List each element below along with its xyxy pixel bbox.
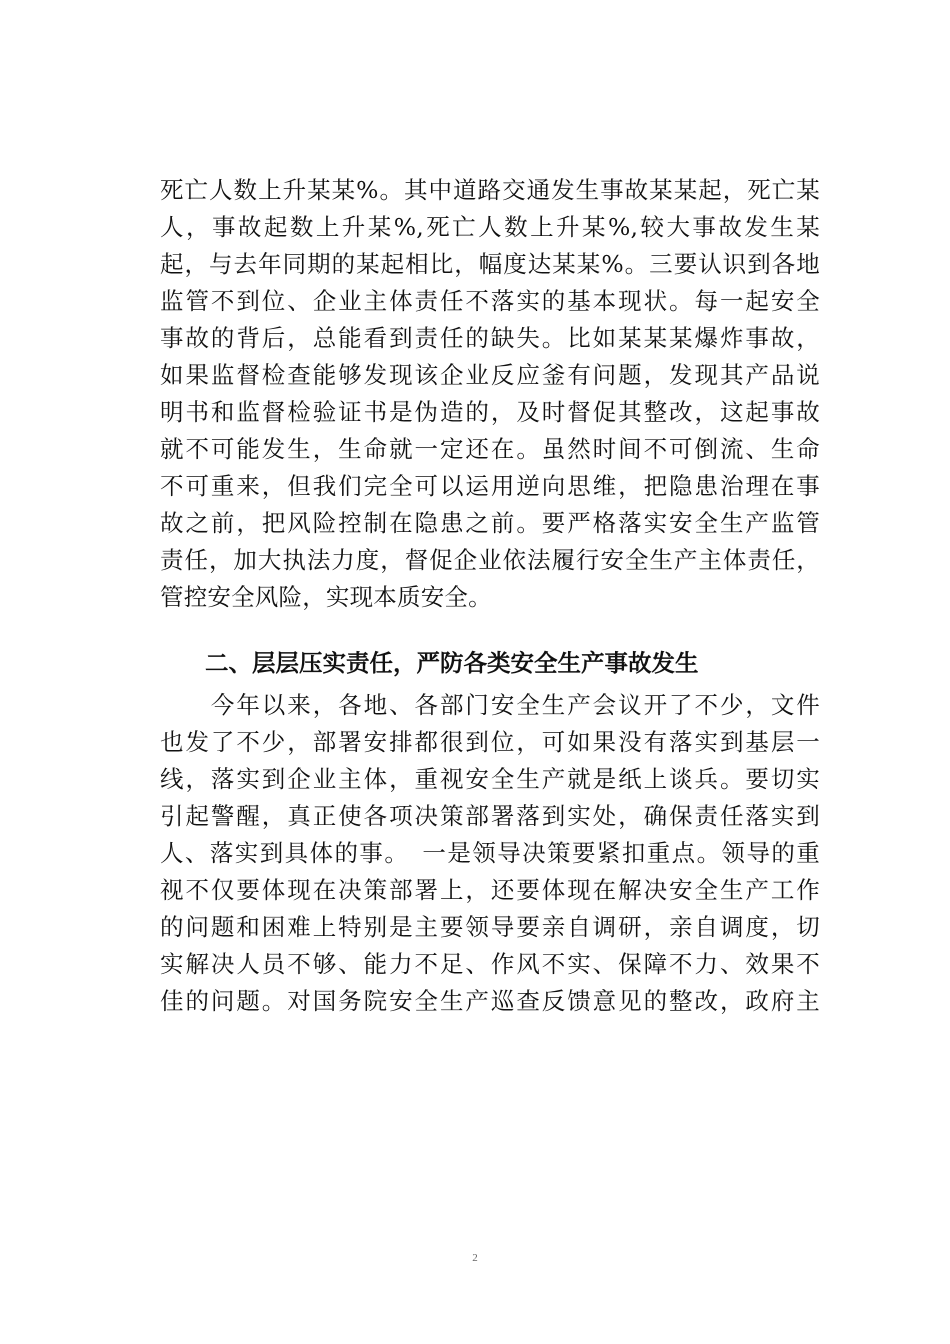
text-line: 管控安全风险，实现本质安全。 — [160, 583, 492, 611]
page-number: 2 — [472, 1252, 478, 1264]
text-line: 如果监督检查能够发现该企业反应釜有问题，发现其产品说 — [160, 361, 820, 389]
text-line: 故之前，把风险控制在隐患之前。要严格落实安全生产监管 — [160, 509, 820, 537]
text-line: 视不仅要体现在决策部署上，还要体现在解决安全生产工作 — [160, 876, 820, 904]
text-line: 责任，加大执法力度，督促企业依法履行安全生产主体责任， — [160, 546, 820, 574]
paragraph-2 — [160, 687, 820, 1020]
text-line: 引起警醒，真正使各项决策部署落到实处，确保责任落实到 — [160, 802, 820, 830]
paragraph-1 — [160, 172, 820, 616]
text-line: 死亡人数上升某某%。其中道路交通发生事故某某起，死亡某 — [160, 176, 820, 204]
text-line: 事故的背后，总能看到责任的缺失。比如某某某爆炸事故， — [160, 324, 820, 352]
text-line: 佳的问题。对国务院安全生产巡查反馈意见的整改，政府主 — [160, 987, 820, 1015]
text-line: 今年以来，各地、各部门安全生产会议开了不少，文件 — [160, 691, 820, 719]
text-line: 监管不到位、企业主体责任不落实的基本现状。每一起安全 — [160, 287, 820, 315]
text-line: 就不可能发生，生命就一定还在。虽然时间不可倒流、生命 — [160, 435, 820, 463]
section-heading: 二、层层压实责任，严防各类安全生产事故发生 — [205, 649, 699, 677]
text-line: 也发了不少，部署安排都很到位，可如果没有落实到基层一 — [160, 728, 820, 756]
text-line: 的问题和困难上特别是主要领导要亲自调研，亲自调度，切 — [160, 913, 820, 941]
text-line: 实解决人员不够、能力不足、作风不实、保障不力、效果不 — [160, 950, 820, 978]
text-line: 线，落实到企业主体，重视安全生产就是纸上谈兵。要切实 — [160, 765, 820, 793]
text-line: 人，事故起数上升某%,死亡人数上升某%,较大事故发生某 — [160, 213, 820, 241]
text-line: 人、落实到具体的事。 一是领导决策要紧扣重点。领导的重 — [160, 839, 820, 867]
text-line: 明书和监督检验证书是伪造的，及时督促其整改，这起事故 — [160, 398, 820, 426]
text-line: 不可重来，但我们完全可以运用逆向思维，把隐患治理在事 — [160, 472, 820, 500]
text-line: 起，与去年同期的某起相比，幅度达某某%。三要认识到各地 — [160, 250, 820, 278]
